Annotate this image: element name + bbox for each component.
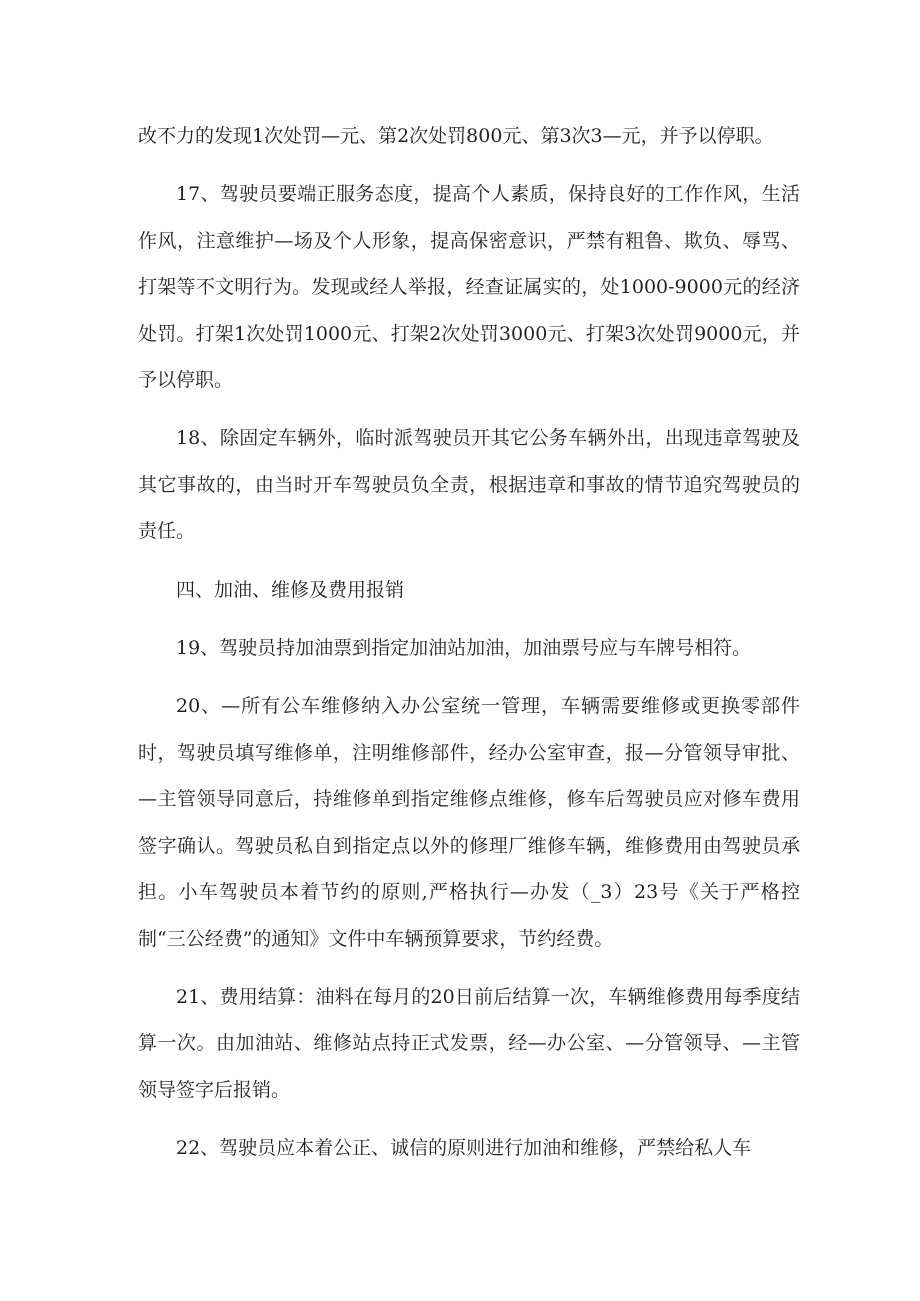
paragraph-19: 19、驾驶员持加油票到指定加油站加油，加油票号应与车牌号相符。 bbox=[176, 637, 752, 660]
paragraph-20: 20、—所有公车维修纳入办公室统一管理，车辆需要维修或更换零部件时，驾驶员填写维修单，注明维修部件，经办公室审查，报—分管领导审批、—主管领导同意后，持维修单到指定维修点维修，修车后驾驶员应对修车费用签字确认。驾驶员私自到指定点以外的修理厂维修车辆，维修费用由驾驶员承担。小车驾驶员本着节约的原则,严格执行—办发（_3）23号《关于严格控制“三公经费”的通知》文件中车辆预算要求，节约经费。 bbox=[138, 695, 800, 950]
paragraph-16-continuation: 改不力的发现1次处罚—元、第2次处罚800元、第3次3—元，并予以停职。 bbox=[138, 125, 774, 147]
document-body bbox=[138, 113, 800, 1172]
paragraph-18: 18、除固定车辆外，临时派驾驶员开其它公务车辆外出，出现违章驾驶及其它事故的，由当时开车驾驶员负全责，根据违章和事故的情节追究驾驶员的责任。 bbox=[138, 427, 800, 543]
section-heading-4: 四、加油、维修及费用报销 bbox=[176, 578, 405, 601]
paragraph-22: 22、驾驶员应本着公正、诚信的原则进行加油和维修，严禁给私人车 bbox=[176, 1137, 752, 1160]
paragraph-17: 17、驾驶员要端正服务态度，提高个人素质，保持良好的工作作风，生活作风，注意维护—场及个人形象，提高保密意识，严禁有粗鲁、欺负、辱骂、打架等不文明行为。发现或经人举报，经查证属实的，处1000-9000元的经济处罚。打架1次处罚1000元、打架2次处罚3000元、打架3次处罚9000元，并予以停职。 bbox=[138, 183, 800, 392]
paragraph-21: 21、费用结算：油料在每月的20日前后结算一次，车辆维修费用每季度结算一次。由加油站、维修站点持正式发票，经—办公室、—分管领导、—主管领导签字后报销。 bbox=[138, 985, 800, 1101]
